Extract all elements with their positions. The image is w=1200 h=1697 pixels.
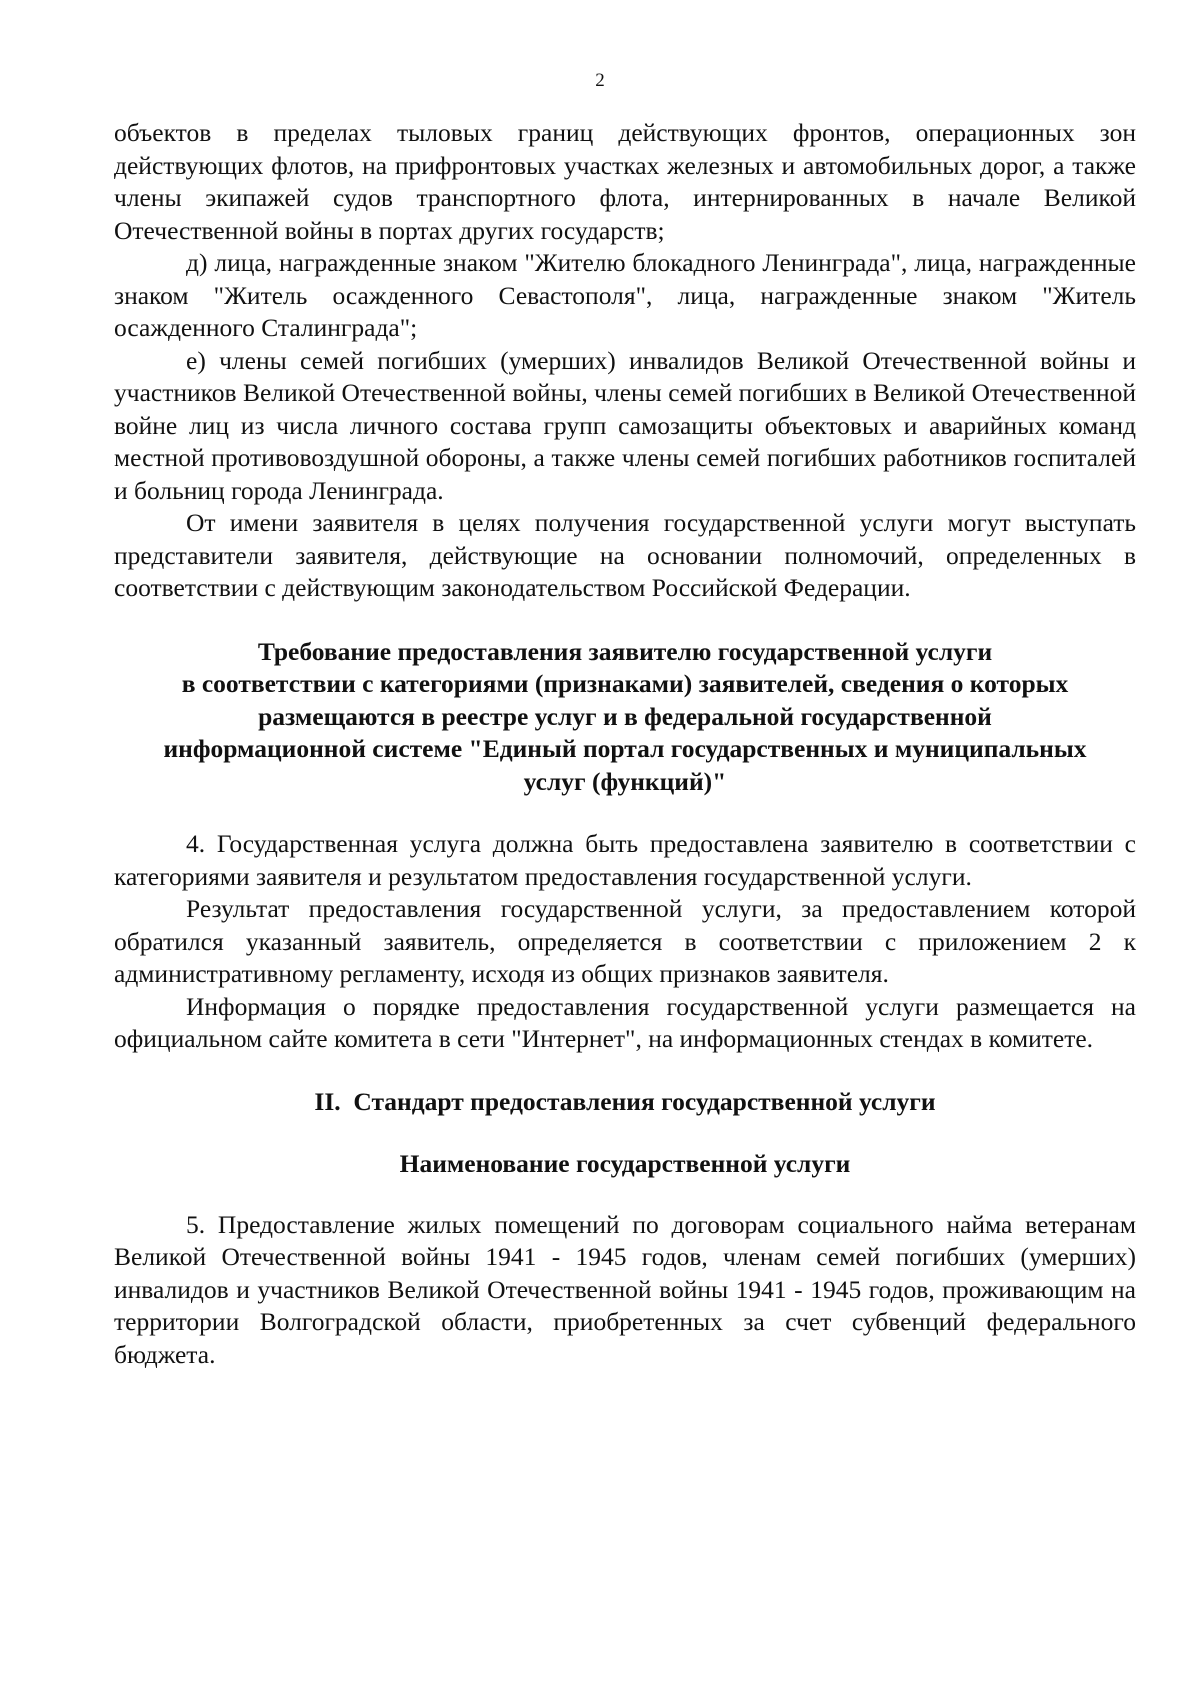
paragraph-point-4: 4. Государственная услуга должна быть предоставлена заявителю в соответствии с категориями заявителя и результатом предоставления государственной услуги. <box>114 829 1136 891</box>
heading-line: услуг (функций)" <box>523 766 727 796</box>
heading-line: Требование предоставления заявителю государственной услуги <box>257 636 993 666</box>
page-number: 2 <box>595 70 605 91</box>
heading-line: информационной системе "Единый портал государственных и муниципальных <box>163 734 1087 763</box>
heading-line: размещаются в реестре услуг и в федеральной государственной <box>258 701 992 731</box>
paragraph-item-d: д) лица, награжденные знаком "Жителю блокадного Ленинграда", лица, награжденные знаком "Житель осажденного Севастополя", лица, награжденные знаком "Житель осажденного Сталинграда"; <box>114 248 1136 342</box>
paragraph-item-e: е) члены семей погибших (умерших) инвалидов Великой Отечественной войны и участников Великой Отечественной войны, члены семей погибших в Великой Отечественной войне лиц из числа личного состава групп самозащиты объектовых и аварийных команд местной противовоздушной обороны, а также члены семей погибших работников госпиталей и больниц города Ленинграда. <box>114 345 1136 505</box>
section-heading-requirement <box>114 636 1136 799</box>
paragraph-information: Информация о порядке предоставления государственной услуги размещается на официальном сайте комитета в сети "Интернет", на информационных стендах в комитете. <box>114 991 1136 1053</box>
paragraph-result: Результат предоставления государственной услуги, за предоставлением которой обратился указанный заявитель, определяется в соответствии с приложением 2 к административному регламенту, исходя из общих признаков заявителя. <box>114 894 1136 988</box>
document-body <box>114 117 1136 1371</box>
paragraph-point-5: 5. Предоставление жилых помещений по договорам социального найма ветеранам Великой Отечественной войны 1941 - 1945 годов, членам семей погибших (умерших) инвалидов и участников Великой Отечественной войны 1941 - 1945 годов, проживающим на территории Волгоградской области, приобретенных за счет субвенций федерального бюджета. <box>114 1209 1136 1369</box>
subsection-heading-service-name: Наименование государственной услуги <box>399 1149 851 1178</box>
paragraph-continuation: объектов в пределах тыловых границ действующих фронтов, операционных зон действующих флотов, на прифронтовых участках железных и автомобильных дорог, а также члены экипажей судов транспортного флота, интернированных в начале Великой Отечественной войны в портах других государств; <box>114 118 1136 245</box>
heading-line: в соответствии с категориями (признаками) заявителей, сведения о которых <box>181 669 1069 698</box>
paragraph-representatives: От имени заявителя в целях получения государственной услуги могут выступать представители заявителя, действующие на основании полномочий, определенных в соответствии с действующим законодательством Российской Федерации. <box>114 508 1136 602</box>
section-heading-standard: II. Стандарт предоставления государственной услуги <box>314 1086 936 1116</box>
